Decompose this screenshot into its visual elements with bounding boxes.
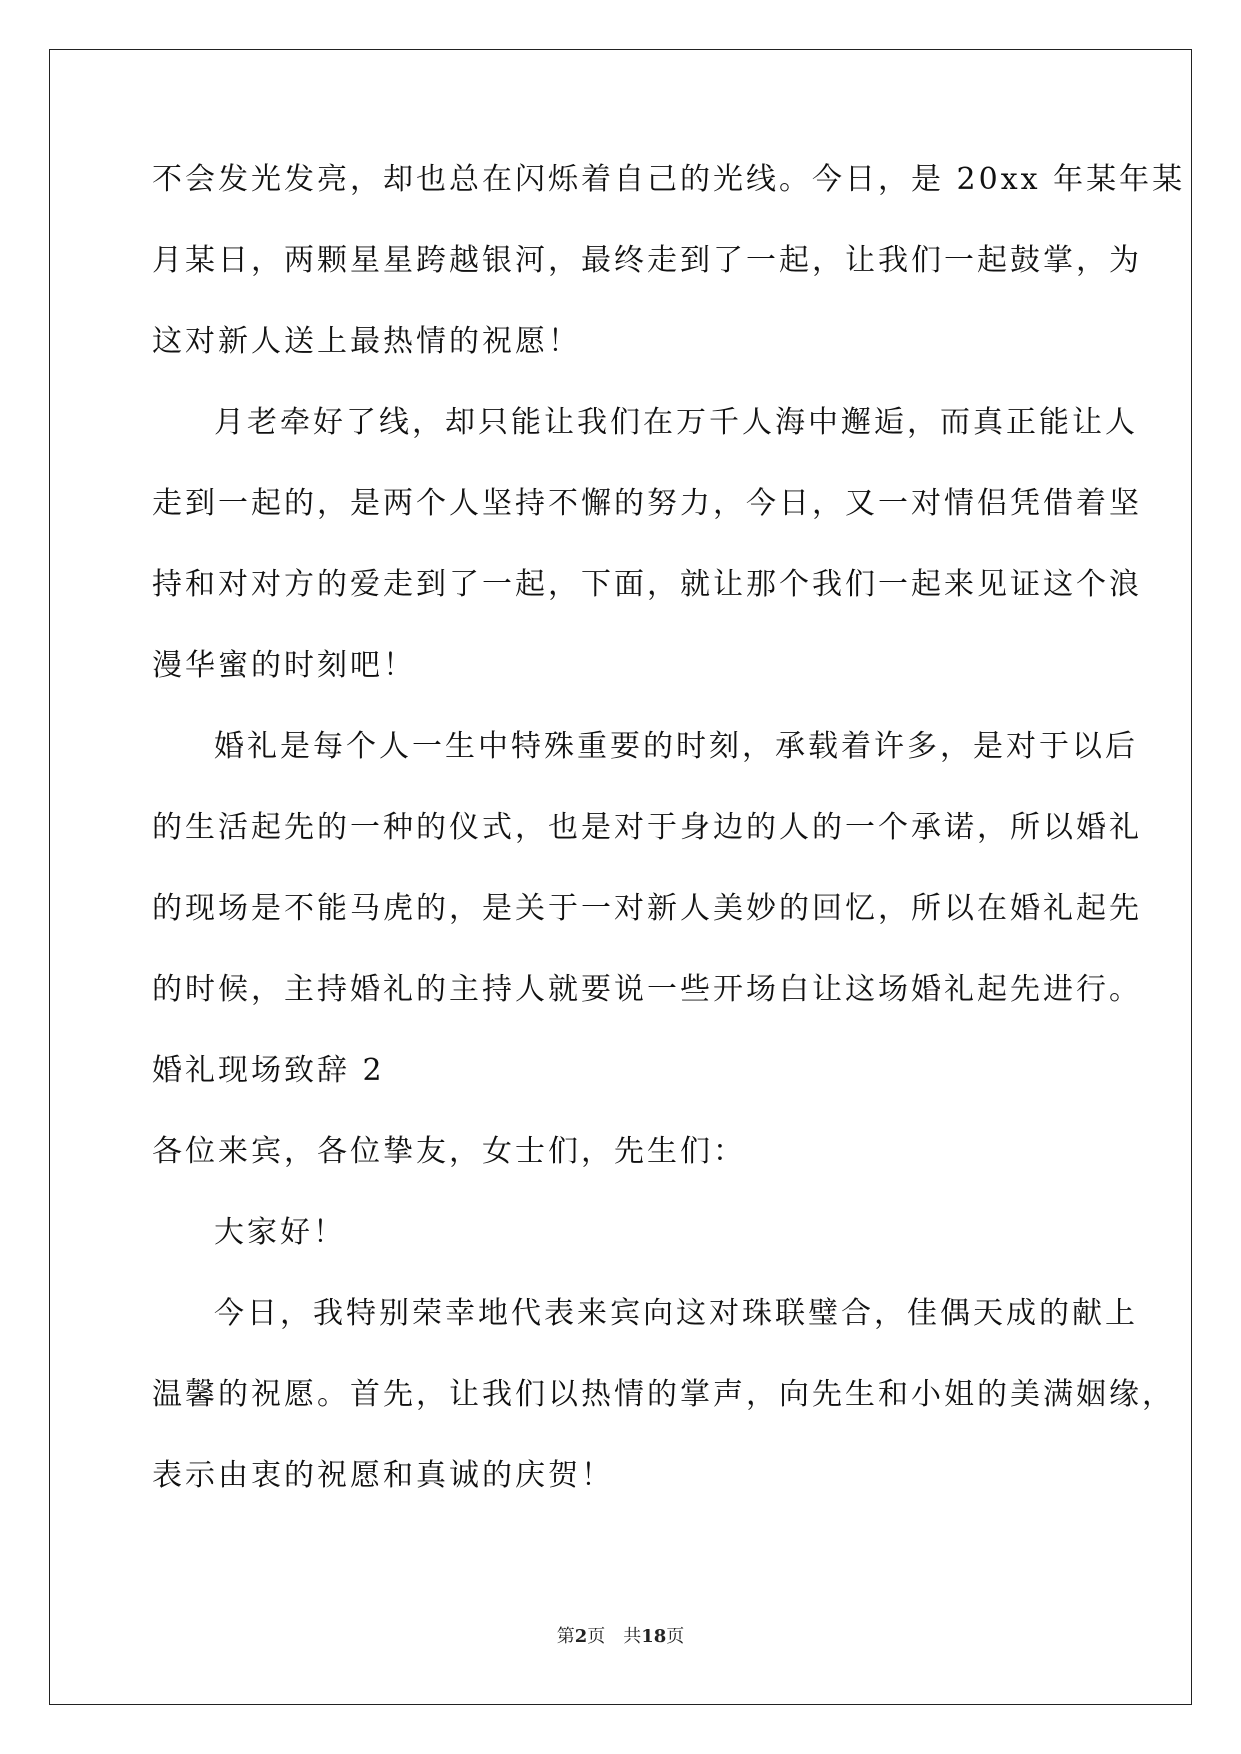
total-prefix: 共 bbox=[623, 1626, 642, 1647]
text-line: 温馨的祝愿。首先，让我们以热情的掌声，向先生和小姐的美满姻缘， bbox=[152, 1377, 1175, 1412]
text-line: 的生活起先的一种的仪式，也是对于身边的人的一个承诺，所以婚礼 bbox=[152, 810, 1142, 845]
page-prefix: 第 bbox=[556, 1626, 575, 1647]
text-line: 持和对对方的爱走到了一起，下面，就让那个我们一起来见证这个浪 bbox=[152, 567, 1142, 602]
text-line: 的时候，主持婚礼的主持人就要说一些开场白让这场婚礼起先进行。 bbox=[152, 972, 1142, 1007]
text-line: 这对新人送上最热情的祝愿！ bbox=[152, 324, 581, 359]
page-number: 2 bbox=[574, 1626, 588, 1647]
salutation-line: 各位来宾，各位挚友，女士们，先生们： bbox=[152, 1134, 746, 1169]
total-suffix: 页 bbox=[666, 1626, 685, 1647]
text-line: 表示由衷的祝愿和真诚的庆贺！ bbox=[152, 1458, 614, 1493]
paragraph-start-line: 今日，我特别荣幸地代表来宾向这对珠联璧合，佳偶天成的献上 bbox=[214, 1296, 1138, 1331]
text-line: 走到一起的，是两个人坚持不懈的努力，今日，又一对情侣凭借着坚 bbox=[152, 486, 1142, 521]
page-footer bbox=[0, 1622, 1241, 1648]
section-heading: 婚礼现场致辞 2 bbox=[152, 1053, 385, 1088]
page-total: 18 bbox=[641, 1626, 667, 1647]
text-line: 的现场是不能马虎的，是关于一对新人美妙的回忆，所以在婚礼起先 bbox=[152, 891, 1142, 926]
text-line: 不会发光发亮，却也总在闪烁着自己的光线。今日，是 20xx 年某年某 bbox=[152, 162, 1186, 197]
paragraph-start-line: 婚礼是每个人一生中特殊重要的时刻，承载着许多，是对于以后 bbox=[214, 729, 1138, 764]
document-body bbox=[152, 160, 1186, 1537]
text-line: 月某日，两颗星星跨越银河，最终走到了一起，让我们一起鼓掌，为 bbox=[152, 243, 1142, 278]
page-suffix: 页 bbox=[587, 1626, 606, 1647]
text-line: 漫华蜜的时刻吧！ bbox=[152, 648, 416, 683]
greeting-line: 大家好！ bbox=[214, 1215, 346, 1250]
paragraph-start-line: 月老牵好了线，却只能让我们在万千人海中邂逅，而真正能让人 bbox=[214, 405, 1138, 440]
